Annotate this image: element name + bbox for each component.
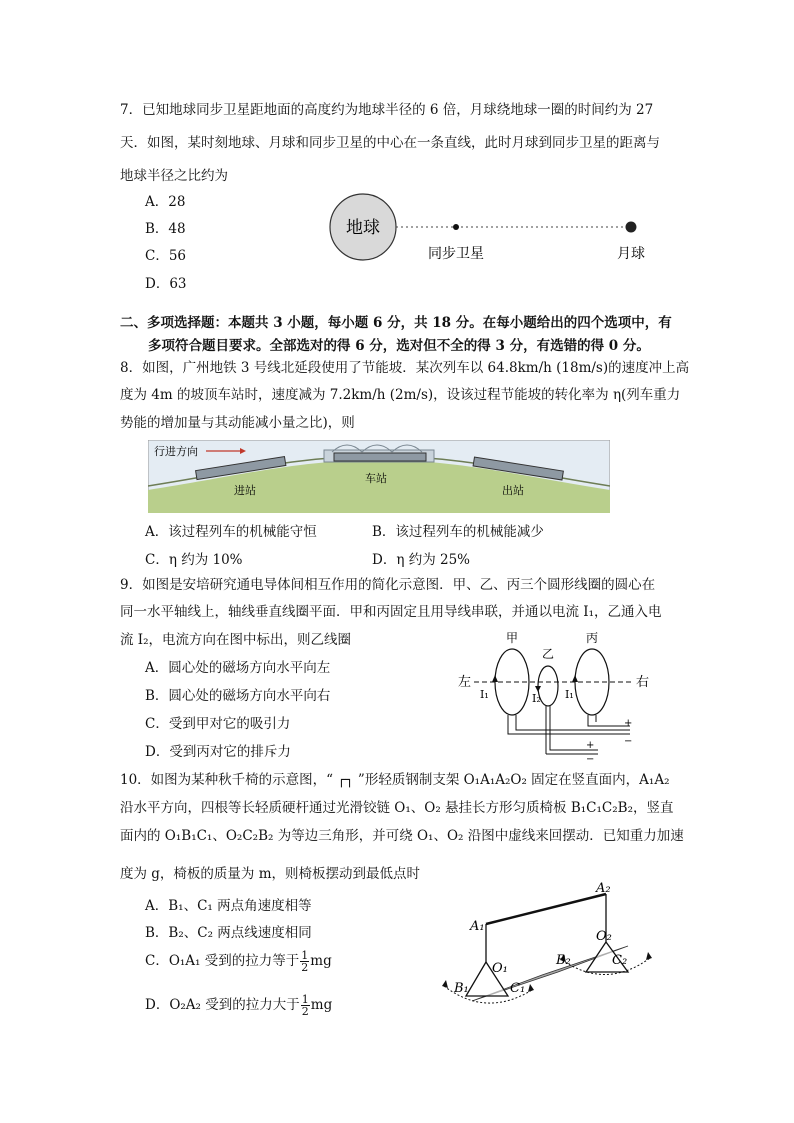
q10-figure <box>432 878 664 1010</box>
q10-stem-line1: 10．如图为某种秋千椅的示意图，“ ┌┐ ”形轻质钢制支架 O₁A₁A₂O₂ 固定在竖直面内，A₁A₂ <box>120 772 670 788</box>
q10-stem-line3: 面内的 O₁B₁C₁、O₂C₂B₂ 为等边三角形，并可绕 O₁、O₂ 沿图中虚线来回摆动．已知重力加速 <box>120 828 684 844</box>
label-a2: A₂ <box>596 881 611 896</box>
bar-a1-a2 <box>486 894 606 924</box>
q7-option-c: C．56 <box>145 248 187 264</box>
q9-option-b: B．圆心处的磁场方向水平向右 <box>145 688 331 704</box>
section2-heading-line1: 二、多项选择题：本题共 3 小题，每小题 6 分，共 18 分。在每小题给出的四个选项中，有 <box>120 315 672 331</box>
q10-option-b: B．B₂、C₂ 两点线速度相同 <box>145 925 312 941</box>
label-c2: C₂ <box>612 953 628 968</box>
satellite-dot <box>453 224 459 230</box>
q10-option-c: C．O₁A₁ 受到的拉力等于 $\frac{1}{2}$ mg <box>145 949 332 974</box>
left-label: 左 <box>458 675 472 690</box>
coil-yi-label: 乙 <box>541 647 555 661</box>
current-i2: I₂ <box>532 692 541 705</box>
q8-stem-line1: 8．如图，广州地铁 3 号线北延段使用了节能坡．某次列车以 64.8km/h (18m/s)的速度冲上高 <box>120 360 690 376</box>
q7-option-d: D．63 <box>145 276 187 292</box>
q9-stem-line3: 流 I₂，电流方向在图中标出，则乙线圈 <box>120 632 352 648</box>
arrow-left-1 <box>442 980 448 988</box>
q10-stem-line4: 度为 g，椅板的质量为 m，则椅板摆动到最低点时 <box>120 866 421 882</box>
q7-stem-line2: 天．如图，某时刻地球、月球和同步卫星的中心在一条直线，此时月球到同步卫星的距离与 <box>120 135 660 151</box>
current-i1-jia: I₁ <box>480 688 489 701</box>
q9-option-d: D．受到丙对它的排斥力 <box>145 744 291 760</box>
q10-option-a: A．B₁、C₁ 两点角速度相等 <box>145 898 312 914</box>
q7-stem-line1: 7．已知地球同步卫星距地面的高度约为地球半径的 6 倍，月球绕地球一圈的时间约为 27 <box>120 102 654 118</box>
label-o2: O₂ <box>596 929 612 944</box>
arrow-right-1 <box>528 984 534 992</box>
q8-option-a: A．该过程列车的机械能守恒 <box>145 524 317 540</box>
label-b1: B₁ <box>454 981 469 996</box>
arrow-right-2 <box>646 952 652 960</box>
current-arrow-bing <box>572 675 578 682</box>
q10-stem-line2: 沿水平方向，四根等长轻质硬杆通过光滑铰链 O₁、O₂ 悬挂长方形匀质椅板 B₁C₁C₂B₂，竖直 <box>120 800 674 816</box>
q7-option-a: A．28 <box>145 194 186 210</box>
q7-option-b: B．48 <box>145 221 186 237</box>
q7-stem-line3: 地球半径之比约为 <box>120 168 228 184</box>
q8-stem-line3: 势能的增加量与其动能减小量之比)，则 <box>120 415 355 431</box>
label-b2: B₂ <box>556 953 571 968</box>
terminal-minus-2: − <box>586 754 595 763</box>
q9-stem-line1: 9．如图是安培研究通电导体间相互作用的简化示意图．甲、乙、丙三个圆形线圈的圆心在 <box>120 577 656 593</box>
moon-label: 月球 <box>617 246 645 262</box>
satellite-label: 同步卫星 <box>428 246 484 262</box>
fraction-half-d: $\frac{1}{2}$ <box>301 993 309 1018</box>
q9-option-c: C．受到甲对它的吸引力 <box>145 716 291 732</box>
q9-option-a: A．圆心处的磁场方向水平向左 <box>145 660 331 676</box>
train-station <box>334 453 426 461</box>
coil-jia-label: 甲 <box>505 631 519 645</box>
current-i1-bing: I₁ <box>565 688 574 701</box>
q8-stem-line2: 度为 4m 的坡顶车站时，速度减为 7.2km/h (2m/s)，设该过程节能坡的转化率为 η(列车重力 <box>120 387 681 403</box>
q9-stem-line2: 同一水平轴线上，轴线垂直线圈平面．甲和丙固定且用导线串联，并通以电流 I₁，乙通入电 <box>120 604 662 620</box>
q8-figure <box>148 440 610 513</box>
section2-heading-line2: 多项符合题目要求。全部选对的得 6 分，选对但不全的得 3 分，有选错的得 0 分。 <box>148 338 650 354</box>
q10-option-d: D．O₂A₂ 受到的拉力大于 $\frac{1}{2}$ mg <box>145 993 333 1018</box>
wire-jia <box>508 715 633 734</box>
label-c1: C₁ <box>510 981 526 996</box>
q8-option-b: B．该过程列车的机械能减少 <box>372 524 544 540</box>
moon-dot <box>626 222 637 233</box>
enter-label: 进站 <box>234 484 256 497</box>
terminal-plus-2: + <box>586 740 595 751</box>
right-label: 右 <box>636 675 650 690</box>
q7-figure <box>325 192 665 272</box>
terminal-plus-1: + <box>624 718 633 729</box>
fraction-half-c: $\frac{1}{2}$ <box>301 949 309 974</box>
direction-label: 行进方向 <box>154 445 198 458</box>
label-o1: O₁ <box>492 961 508 976</box>
q8-option-d: D．η 约为 25% <box>372 552 471 568</box>
exit-label: 出站 <box>502 484 524 497</box>
station-label: 车站 <box>365 472 387 485</box>
current-arrow-jia <box>492 675 498 682</box>
earth-label: 地球 <box>346 218 380 238</box>
coil-bing-label: 丙 <box>585 631 599 645</box>
label-a1: A₁ <box>470 919 485 934</box>
q8-option-c: C．η 约为 10% <box>145 552 243 568</box>
terminal-minus-1: − <box>624 736 633 747</box>
q9-figure <box>450 628 660 763</box>
